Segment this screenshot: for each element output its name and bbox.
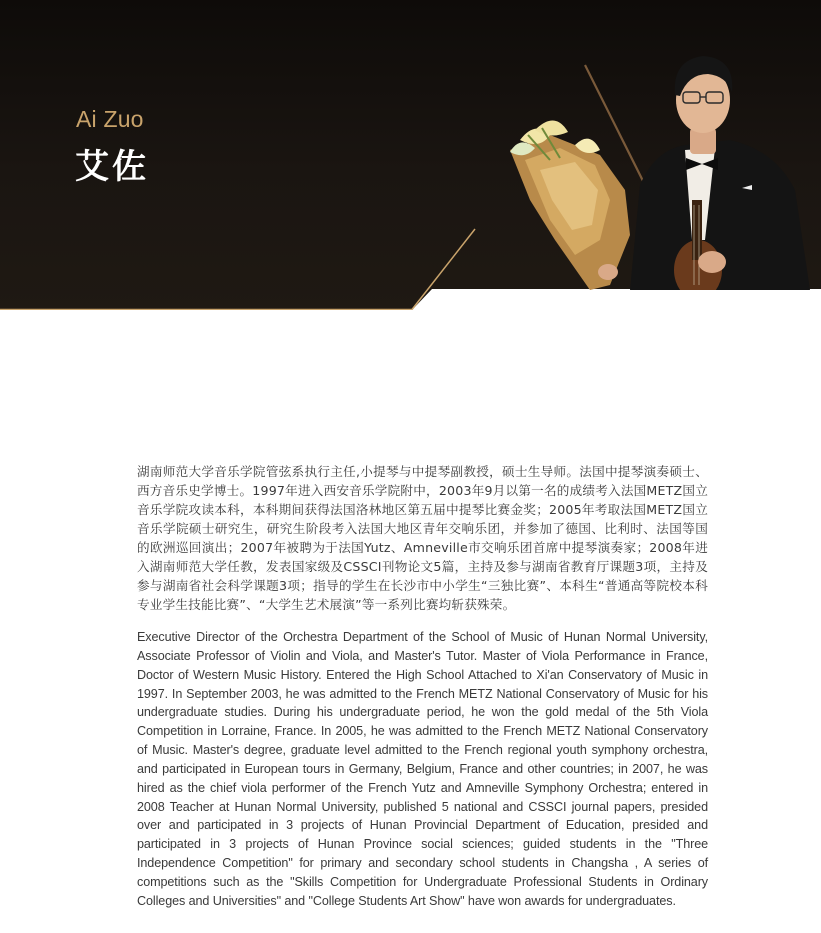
biography-english [137,628,708,911]
portrait-photo [480,40,821,290]
header-banner [0,0,821,310]
name-english: Ai Zuo [76,106,144,132]
biography-chinese-text: 湖南师范大学音乐学院管弦系执行主任,小提琴与中提琴副教授，硕士生导师。法国中提琴演奏硕士、西方音乐史学博士。1997年进入西安音乐学院附中，2003年9月以第一名的成绩考入法国METZ国立音乐学院攻读本科，本科期间获得法国洛林地区第五届中提琴比赛金奖；2005年考取法国METZ国立音乐学院硕士研究生，研究生阶段考入法国大地区青年交响乐团，并参加了德国、比利时、法国等国的欧洲巡回演出；2007年被聘为于法国Yutz、Amneville市交响乐团首席中提琴演奏家；2008年进入湖南师范大学任教，发表国家级及CSSCI刊物论文5篇，主持及参与湖南省教育厅课题3项，主持及参与湖南省社会科学课题3项；指导的学生在长沙市中小学生“三独比赛”、本科生“普通高等院校本科专业学生技能比赛”、“大学生艺术展演”等一系列比赛均斩获殊荣。 [137,464,708,612]
biography-chinese [137,462,708,614]
biography-english-text: Executive Director of the Orchestra Department of the School of Music of Hunan Normal University, Associate Professor of Violin and Viola, and Master's Tutor. Master of Viola Performance in France, Doctor of Western Music History. Entered the High School Attached to Xi'an Conservatory of Music in 1997. In September 2003, he was admitted to the French METZ National Conservatory of Music for his undergraduate studies. During his undergraduate period, he won the gold medal of the 5th Viola Competition in Lorraine, France. In 2005, he was admitted to the French METZ National Conservatory of Music. Master's degree, graduate level admitted to the French regional youth symphony orchestra, and participated in European tours in Germany, Belgium, France and other countries; in 2007, he was hired as the chief viola performer of the French Yutz and Amneville Symphony Orchestra; entered in 2008 Teacher at Hunan Normal University, published 5 national and CSSCI journal papers, presided over and participated in 3 projects of Hunan Provincial Department of Education, presided and participated in 3 projects of Hunan Province social sciences; guided students in the "Three Independence Competition" for primary and secondary school students in Changsha , A series of competitions such as the "Skills Competition for Undergraduate Professional Students in Ordinary Colleges and Universities" and "College Students Art Show" have won awards for undergraduates. [137,630,708,908]
name-chinese: 艾佐 [75,147,149,187]
bouquet-icon [510,120,630,290]
